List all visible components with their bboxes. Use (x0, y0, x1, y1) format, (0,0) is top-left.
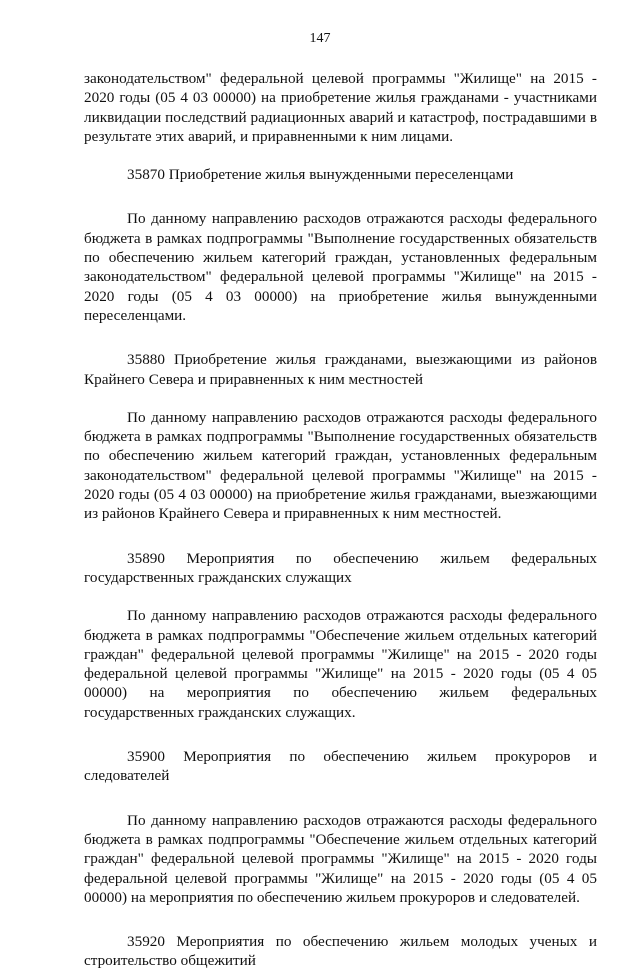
paragraph-35900: По данному направлению расходов отражаются расходы федерального бюджета в рамках подпрограммы "Обеспечение жильем отдельных категорий граждан" федеральной целевой программы "Жилище" на 2015 - 2020 годы федеральной целевой программы "Жилище" на 2015 - 2020 годы (05 4 05 00000) на мероприятия по обеспечению жильем прокуроров и следователей. (84, 811, 597, 906)
section-heading-35890: 35890 Мероприятия по обеспечению жильем федеральных государственных гражданских служащих (84, 549, 597, 586)
paragraph-continuation: законодательством" федеральной целевой программы "Жилище" на 2015 - 2020 годы (05 4 03 00000) на приобретение жилья гражданами - участниками ликвидации последствий радиационных аварий и катастроф, пострадавшими в результате этих аварий, и приравненными к ним лицами. (84, 70, 597, 145)
paragraph-35890: По данному направлению расходов отражаются расходы федерального бюджета в рамках подпрограммы "Обеспечение жильем отдельных категорий граждан" федеральной целевой программы "Жилище" на 2015 - 2020 годы федеральной целевой программы "Жилище" на 2015 - 2020 годы (05 4 05 00000) на мероприятия по обеспечению жильем федеральных государственных гражданских служащих. (84, 607, 597, 721)
section-heading-35880: 35880 Приобретение жилья гражданами, выезжающими из районов Крайнего Севера и приравненных к ним местностей (84, 351, 597, 388)
page-number: 147 (309, 31, 331, 46)
paragraph-35870: По данному направлению расходов отражаются расходы федерального бюджета в рамках подпрограммы "Выполнение государственных обязательств по обеспечению жильем категорий граждан, установленных федеральным законодательством" федеральной целевой программы "Жилище" на 2015 - 2020 годы (05 4 03 00000) на приобретение жилья вынужденными переселенцами. (84, 210, 597, 324)
section-heading-35900: 35900 Мероприятия по обеспечению жильем прокуроров и следователей (84, 748, 597, 785)
paragraph-35880: По данному направлению расходов отражаются расходы федерального бюджета в рамках подпрограммы "Выполнение государственных обязательств по обеспечению жильем категорий граждан, установленных федеральным законодательством" федеральной целевой программы "Жилище" на 2015 - 2020 годы (05 4 03 00000) на приобретение жилья гражданами, выезжающими из районов Крайнего Севера и приравненных к ним местностей. (84, 408, 597, 523)
document-body (84, 69, 597, 971)
section-heading-35870: 35870 Приобретение жилья вынужденными переселенцами (127, 166, 514, 184)
section-heading-35920: 35920 Мероприятия по обеспечению жильем молодых ученых и строительство общежитий (84, 933, 597, 970)
